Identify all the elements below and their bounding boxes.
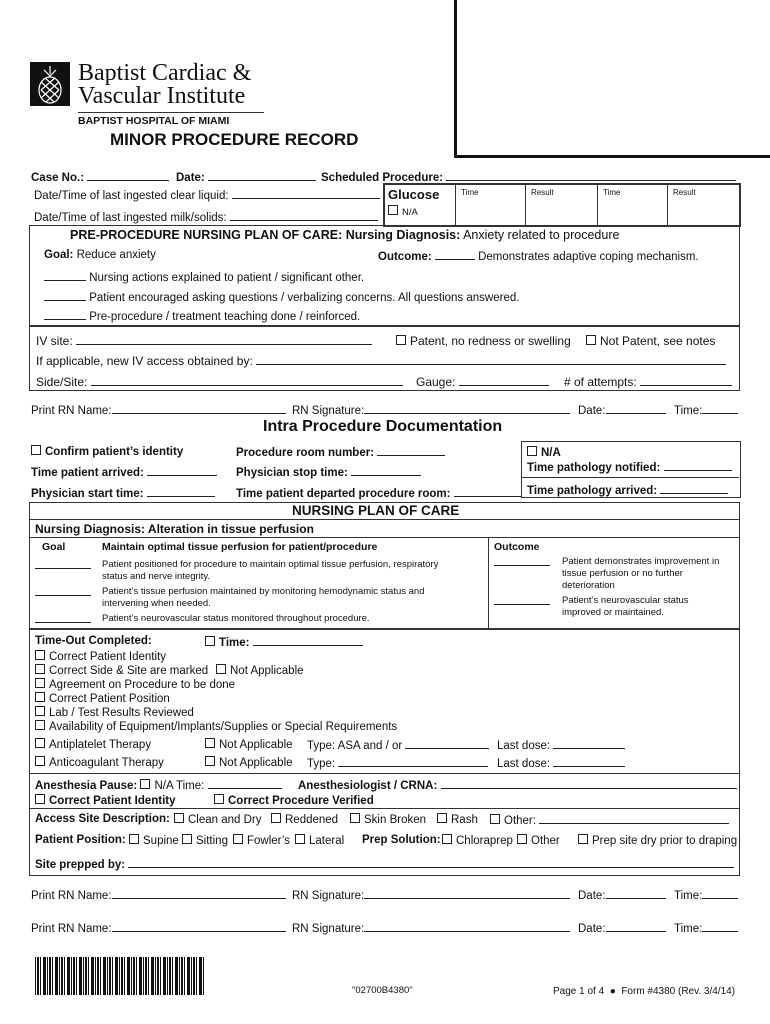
time-arrived-field[interactable]: Time patient arrived: xyxy=(31,465,217,479)
antiplatelet-last-dose[interactable]: Last dose: xyxy=(497,738,625,752)
goal-3-line: Patient’s neurovascular status monitored throughout procedure. xyxy=(102,613,370,624)
antiplatelet-type[interactable]: Type: ASA and / or xyxy=(307,738,489,752)
position-fowlers[interactable]: Fowler’s xyxy=(233,834,290,847)
scheduled-procedure-field[interactable]: Scheduled Procedure: xyxy=(321,170,736,184)
procedure-room-field[interactable]: Procedure room number: xyxy=(236,445,445,459)
sig-date-3[interactable]: Date: xyxy=(578,921,666,935)
hospital-name: BAPTIST HOSPITAL OF MIAMI xyxy=(78,115,230,127)
rn-signature-3[interactable]: RN Signature: xyxy=(292,921,570,935)
access-clean-dry[interactable]: Clean and Dry xyxy=(174,813,262,826)
patient-position-label: Patient Position: xyxy=(35,834,126,846)
print-rn-name-2[interactable]: Print RN Name: xyxy=(31,888,286,902)
position-supine[interactable]: Supine xyxy=(129,834,179,847)
nursing-diagnosis: Nursing Diagnosis: Alteration in tissue perfusion xyxy=(35,522,314,536)
tc-correct-side-site[interactable]: Correct Side & Site are marked xyxy=(35,664,208,677)
barcode xyxy=(35,957,205,995)
outcome-header: Outcome xyxy=(494,541,540,553)
physician-start-field[interactable]: Physician start time: xyxy=(31,486,215,500)
pre-procedure-heading: PRE-PROCEDURE NURSING PLAN OF CARE: Nursing Diagnosis: Anxiety related to procedure xyxy=(70,228,620,242)
anesth-correct-identity[interactable]: Correct Patient Identity xyxy=(35,794,176,807)
iv-new-access-field[interactable]: If applicable, new IV access obtained by: xyxy=(36,354,726,368)
rn-signature-2[interactable]: RN Signature: xyxy=(292,888,570,902)
sig-date-1[interactable]: Date: xyxy=(578,403,666,417)
outcome-1-line-c: deterioration xyxy=(562,580,615,591)
glucose-na-checkbox[interactable]: N/A xyxy=(388,205,418,218)
case-no-field[interactable]: Case No.: xyxy=(31,170,169,184)
glucose-result-1: Result xyxy=(531,188,554,197)
goal-2-line-a: Patient’s tissue perfusion maintained by monitoring hemodynamic status and xyxy=(102,586,425,597)
position-sitting[interactable]: Sitting xyxy=(182,834,228,847)
anesth-correct-procedure[interactable]: Correct Procedure Verified xyxy=(214,794,374,807)
maintain-header: Maintain optimal tissue perfusion for patient/procedure xyxy=(102,541,378,553)
label-box xyxy=(454,0,770,158)
form-code: "02700B4380" xyxy=(352,985,413,996)
anticoagulant-last-dose[interactable]: Last dose: xyxy=(497,756,625,770)
pre-item-3[interactable]: Pre-procedure / treatment teaching done / reinforced. xyxy=(44,309,360,323)
brand-line-2: Vascular Institute xyxy=(78,83,246,109)
anesthesiologist-field[interactable]: Anesthesiologist / CRNA: xyxy=(298,778,737,792)
antiplatelet-checkbox[interactable]: Antiplatelet Therapy xyxy=(35,738,151,751)
prep-chloraprep[interactable]: Chloraprep xyxy=(442,834,513,847)
nursing-plan-title: NURSING PLAN OF CARE xyxy=(292,503,460,518)
tc-position[interactable]: Correct Patient Position xyxy=(35,692,170,705)
clear-liquid-field[interactable]: Date/Time of last ingested clear liquid: xyxy=(34,188,380,202)
position-lateral[interactable]: Lateral xyxy=(295,834,344,847)
sig-time-1[interactable]: Time: xyxy=(674,403,738,417)
outcome-2-line-a: Patient’s neurovascular status xyxy=(562,595,689,606)
pathology-na-checkbox[interactable]: N/A xyxy=(527,446,561,459)
confirm-identity-checkbox[interactable]: Confirm patient’s identity xyxy=(31,445,183,458)
pathology-notified-field[interactable]: Time pathology notified: xyxy=(527,460,732,474)
page-footer: Page 1 of 4 ● Form #4380 (Rev. 3/4/14) xyxy=(553,986,736,997)
tc-correct-identity[interactable]: Correct Patient Identity xyxy=(35,650,166,663)
tc-agreement[interactable]: Agreement on Procedure to be done xyxy=(35,678,235,691)
page-title: MINOR PROCEDURE RECORD xyxy=(110,130,359,149)
outcome-1-blank[interactable] xyxy=(494,555,550,566)
timeout-completed: Time-Out Completed: xyxy=(35,635,152,647)
glucose-time-2: Time xyxy=(603,188,621,197)
outcome-2-line-b: improved or maintained. xyxy=(562,607,664,618)
prep-dry-checkbox[interactable]: Prep site dry prior to draping xyxy=(578,834,737,847)
goal-3-blank[interactable] xyxy=(35,612,91,623)
print-rn-name-1[interactable]: Print RN Name: xyxy=(31,403,286,417)
glucose-label: Glucose xyxy=(388,187,440,202)
tc-side-site-na[interactable]: Not Applicable xyxy=(216,664,304,677)
milk-solids-field[interactable]: Date/Time of last ingested milk/solids: xyxy=(34,210,378,224)
site-prepped-field[interactable]: Site prepped by: xyxy=(35,857,734,871)
anticoagulant-checkbox[interactable]: Anticoagulant Therapy xyxy=(35,756,164,769)
logo-mark xyxy=(30,62,70,106)
intra-title: Intra Procedure Documentation xyxy=(263,418,503,435)
access-site-label: Access Site Description: xyxy=(35,813,170,825)
goal-1-line-a: Patient positioned for procedure to maintain optimal tissue perfusion, respiratory xyxy=(102,559,439,570)
timeout-time-checkbox[interactable]: Time: xyxy=(205,635,363,649)
pre-goal: Goal: Reduce anxiety xyxy=(44,249,156,261)
goal-1-line-b: status and nerve integrity. xyxy=(102,571,211,582)
goal-2-line-b: intervening when needed. xyxy=(102,598,211,609)
goal-1-blank[interactable] xyxy=(35,558,91,569)
tc-availability[interactable]: Availability of Equipment/Implants/Supplies or Special Requirements xyxy=(35,720,397,733)
iv-patent-checkbox[interactable]: Patent, no redness or swelling xyxy=(396,334,571,348)
access-skin-broken[interactable]: Skin Broken xyxy=(350,813,426,826)
pre-outcome[interactable]: Outcome: Demonstrates adaptive coping mechanism. xyxy=(378,251,699,263)
access-reddened[interactable]: Reddened xyxy=(271,813,338,826)
goal-2-blank[interactable] xyxy=(35,585,91,596)
glucose-result-2: Result xyxy=(673,188,696,197)
outcome-1-line-a: Patient demonstrates improvement in xyxy=(562,556,720,567)
iv-side-site-field[interactable]: Side/Site: xyxy=(36,375,403,389)
access-other[interactable]: Other: xyxy=(490,813,729,827)
prep-solution-label: Prep Solution: xyxy=(362,834,441,846)
pathology-arrived-field[interactable]: Time pathology arrived: xyxy=(527,483,728,497)
iv-not-patent-checkbox[interactable]: Not Patent, see notes xyxy=(586,334,715,348)
access-rash[interactable]: Rash xyxy=(437,813,478,826)
date-field[interactable]: Date: xyxy=(176,170,316,184)
glucose-time-1: Time xyxy=(461,188,479,197)
iv-site-field[interactable]: IV site: xyxy=(36,334,372,348)
outcome-2-blank[interactable] xyxy=(494,594,550,605)
departed-field[interactable]: Time patient departed procedure room: xyxy=(236,486,522,500)
physician-stop-field[interactable]: Physician stop time: xyxy=(236,465,421,479)
goal-header: Goal xyxy=(42,541,66,553)
anticoagulant-type[interactable]: Type: xyxy=(307,756,488,770)
pre-item-2[interactable]: Patient encouraged asking questions / verbalizing concerns. All questions answered. xyxy=(44,290,519,304)
iv-attempts-field[interactable]: # of attempts: xyxy=(564,375,732,389)
anticoagulant-na[interactable]: Not Applicable xyxy=(205,756,293,769)
prep-other[interactable]: Other xyxy=(517,834,560,847)
rn-signature-1[interactable]: RN Signature: xyxy=(292,403,570,417)
brand-line-1: Baptist Cardiac & xyxy=(78,60,252,86)
iv-gauge-field[interactable]: Gauge: xyxy=(416,375,549,389)
antiplatelet-na[interactable]: Not Applicable xyxy=(205,738,293,751)
outcome-1-line-b: tissue perfusion or no further xyxy=(562,568,683,579)
print-rn-name-3[interactable]: Print RN Name: xyxy=(31,921,286,935)
sig-date-2[interactable]: Date: xyxy=(578,888,666,902)
sig-time-2[interactable]: Time: xyxy=(674,888,738,902)
sig-time-3[interactable]: Time: xyxy=(674,921,738,935)
anesthesia-pause[interactable]: Anesthesia Pause: N/A Time: xyxy=(35,778,282,792)
pre-item-1[interactable]: Nursing actions explained to patient / significant other. xyxy=(44,270,364,284)
tc-lab-results[interactable]: Lab / Test Results Reviewed xyxy=(35,706,194,719)
